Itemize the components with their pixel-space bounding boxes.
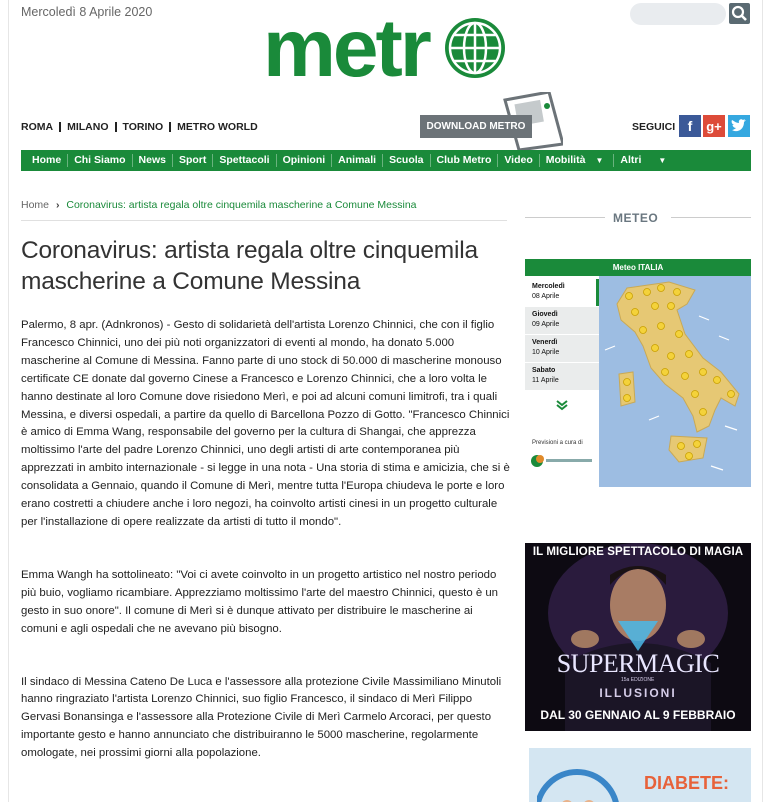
city-link-roma[interactable]: ROMA xyxy=(21,121,54,133)
nav-item-animali[interactable]: Animali xyxy=(332,154,383,167)
meteo-heading-label: METEO xyxy=(613,211,659,225)
chevron-down-icon[interactable] xyxy=(555,399,569,411)
search-button[interactable] xyxy=(729,3,750,24)
ad-illustration xyxy=(537,762,637,802)
article-paragraph: Emma Wangh ha sottolineato: "Voi ci avete coinvolto in un progetto artistico nel nostro periodo più buio, vogliamo ricambiare. Apprezziamo moltissimo l'arte del maestro Chinnici, questo è un gesto in suo onore". Il comune di Merì si è dunque attivato per distribuire le mascherine ai comuni e agli ospedali che ne avevano più bisogno. xyxy=(21,568,499,635)
article-title: Coronavirus: artista regala oltre cinquemila mascherine a Comune Messina xyxy=(21,237,478,295)
twitter-bird-icon xyxy=(731,119,747,133)
meteo-day-name: Sabato xyxy=(532,367,556,374)
facebook-icon[interactable]: f xyxy=(679,115,701,137)
meteo-widget xyxy=(525,259,751,487)
ad-brand: SUPERMAGIC xyxy=(556,649,720,678)
search xyxy=(630,3,750,25)
city-link-torino[interactable]: TORINO xyxy=(122,121,164,133)
city-link-milano[interactable]: MILANO xyxy=(67,121,109,133)
nav-item-scuola[interactable]: Scuola xyxy=(383,154,430,167)
main-nav xyxy=(21,150,751,171)
meteo-days xyxy=(525,276,599,487)
meteo-day-name: Mercoledì xyxy=(532,283,565,290)
breadcrumb-home[interactable]: Home xyxy=(21,199,50,211)
ad-dates: DAL 30 GENNAIO AL 9 FEBBRAIO xyxy=(540,708,736,722)
meteo-day-date: 08 Aprile xyxy=(532,293,560,300)
nav-item-altri-label: Altri xyxy=(620,154,642,166)
ad-edition: 15a EDIZIONE xyxy=(621,677,655,683)
googleplus-icon[interactable]: g+ xyxy=(703,115,725,137)
download-metro-button[interactable]: DOWNLOAD METRO xyxy=(420,115,532,138)
divider xyxy=(21,220,507,221)
breadcrumb-current[interactable]: Coronavirus: artista regala oltre cinquemila mascherine a Comune Messina xyxy=(66,199,417,211)
ad-subtitle: ILLUSIONI xyxy=(599,686,677,700)
nav-item-opinioni[interactable]: Opinioni xyxy=(277,154,333,167)
header-date: Mercoledì 8 Aprile 2020 xyxy=(21,5,153,19)
city-link-metro-world[interactable]: METRO WORLD xyxy=(177,121,258,133)
nav-item-video[interactable]: Video xyxy=(498,154,539,167)
meteo-bar: Meteo ITALIA xyxy=(525,259,751,276)
nav-item-club-metro[interactable]: Club Metro xyxy=(431,154,499,167)
nav-item-mobilita[interactable] xyxy=(540,154,615,167)
divider xyxy=(671,217,751,218)
meteo-heading xyxy=(525,209,751,227)
divider xyxy=(525,217,605,218)
italy-weather-map[interactable] xyxy=(599,276,751,487)
nav-item-chi-siamo[interactable]: Chi Siamo xyxy=(68,154,132,167)
meteo-day[interactable] xyxy=(525,363,599,390)
page xyxy=(8,0,763,802)
meteo-day[interactable] xyxy=(525,307,599,334)
follow-label: SEGUICI xyxy=(632,121,676,133)
caret-down-icon: ▼ xyxy=(595,156,604,165)
meteo-day-date: 09 Aprile xyxy=(532,321,560,328)
article-paragraph: Il sindaco di Messina Cateno De Luca e l'assessore alla protezione Civile Massimiliano Minutoli hanno ringraziato l'artista Lorenzo Chinnici, suo figlio Francesco, il sindaco di Merì Filippo Gervasi Bonansinga e l'assessore alla Protezione Civile di Merì Carmelo Arcoraci, per questo importante gesto e hanno annunciato che distribuiranno le 5000 mascherine, regolarmente omologate, nei prossimi giorni alla popolazione. xyxy=(21,675,502,760)
nav-item-sport[interactable]: Sport xyxy=(173,154,213,167)
nav-item-news[interactable]: News xyxy=(133,154,173,167)
article-body xyxy=(21,317,511,798)
nav-item-spettacoli[interactable]: Spettacoli xyxy=(213,154,276,167)
meteo-day[interactable] xyxy=(525,335,599,362)
divider xyxy=(59,122,61,132)
breadcrumb xyxy=(21,199,417,211)
search-input[interactable] xyxy=(630,3,726,25)
search-icon xyxy=(729,3,750,24)
magician-illustration xyxy=(525,543,751,731)
meteo-day-name: Giovedì xyxy=(532,311,558,318)
forecast-credit: Previsioni a cura di xyxy=(532,440,583,446)
nav-item-mobilita-label: Mobilità xyxy=(545,154,586,166)
caret-down-icon: ▼ xyxy=(658,156,667,165)
city-links xyxy=(21,121,258,133)
diabete-ad[interactable] xyxy=(529,748,751,802)
supermagic-ad[interactable] xyxy=(525,543,751,731)
meteo-day[interactable] xyxy=(525,279,599,306)
meteo-day-date: 11 Aprile xyxy=(532,377,559,384)
meteo-provider-logo[interactable] xyxy=(530,453,594,469)
divider xyxy=(169,122,171,132)
twitter-icon[interactable] xyxy=(728,115,750,137)
divider xyxy=(115,122,117,132)
chevron-right-icon: › xyxy=(55,199,60,211)
meteo-day-name: Venerdì xyxy=(532,339,558,346)
nav-item-home[interactable]: Home xyxy=(21,154,68,167)
ad-diabete-title: DIABETE: xyxy=(644,773,729,793)
nav-item-altri[interactable] xyxy=(614,154,676,167)
ad-headline: IL MIGLIORE SPETTACOLO DI MAGIA xyxy=(532,546,744,558)
metro-logo[interactable] xyxy=(263,8,513,82)
globe-icon xyxy=(445,18,505,78)
logo-text: metr xyxy=(263,8,429,82)
meteo-day-date: 10 Aprile xyxy=(532,349,560,356)
article-paragraph: Palermo, 8 apr. (Adnkronos) - Gesto di solidarietà dell'artista Lorenzo Chinnici, che con il figlio Francesco Chinnici, uno dei più noti organizzatori di eventi al mondo, ha donato 5.000 mascherine al Comune di Messina. Fanno parte di uno stock di 50.000 di mascherine monouso certificate CE donate dal governo Cinese a Francesco e Lorenzo Chinnici, che a loro volta le hanno destinate al loro Comune dove risiedono Merì, e poi ad alcuni comuni limitrofi, tra i quali Messina, e diversi ospedali, a partire da quello di Barcellona Pozzo di Gotto. "Francesco Chinnici è amico di Emma Wang, responsabile del governo per la cultura di Shangai, che apprezza moltissimo l'arte del padre Lorenzo Chinnici, uno degli artisti di arte contemporanea più apprezzati in ambito internazionale - si legge in una nota - Una storia di stima e amicizia, che si è consolidata a Gennaio, quando il Comune di Merì, mentre tutta l'Europa chiudeva le porte e loro erano costretti a chiudere anche i loro negozi, ha coinvolto artisti cinesi in un progetto culturale per l'installazione di opere realizzate da artisti di tutto il mondo". xyxy=(21,319,510,528)
